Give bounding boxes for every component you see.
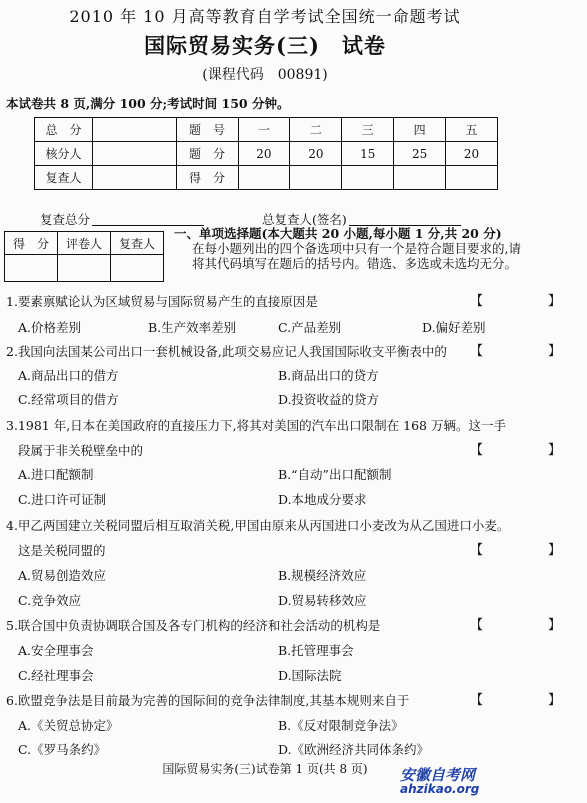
score-cell: 二 xyxy=(290,118,342,142)
course-code: (课程代码 00891) xyxy=(202,67,328,83)
option: C.进口许可证制 xyxy=(18,492,107,507)
score-cell xyxy=(290,166,342,190)
score-cell xyxy=(394,166,446,190)
score-cell: 20 xyxy=(290,142,342,166)
option: D.国际法院 xyxy=(278,668,342,683)
option: D.《欧洲经济共同体条约》 xyxy=(278,742,430,757)
total-review-blank[interactable] xyxy=(92,213,204,226)
score-cell: 题 分 xyxy=(176,142,238,166)
score-cell xyxy=(92,142,176,166)
total-review-label: 复查总分 xyxy=(40,212,91,227)
watermark-logo: 安徽自考网 xyxy=(400,766,476,784)
option: A.安全理事会 xyxy=(18,643,94,658)
score-cell: 总 分 xyxy=(35,118,93,142)
option: A.《关贸总协定》 xyxy=(18,718,119,733)
option: A.价格差别 xyxy=(18,320,82,335)
score-cell: 25 xyxy=(394,142,446,166)
exam-title-line: 2010 年 10 月高等教育自学考试全国统一命题考试 xyxy=(69,7,461,26)
score-cell: 15 xyxy=(342,142,394,166)
question-1-stem: 1.要素禀赋论认为区域贸易与国际贸易产生的直接原因是 xyxy=(6,294,318,309)
question-3-stem: 3.1981 年,日本在美国政府的直接压力下,将其对美国的汽车出口限制在 168 万辆。这一手 xyxy=(6,418,506,433)
question-6-stem: 6.欧盟竞争法是目前最为完善的国际间的竞争法律制度,其基本规则来自于 xyxy=(6,693,410,708)
option: B.托管理事会 xyxy=(278,643,354,658)
score-table xyxy=(34,117,498,190)
grader-cell[interactable] xyxy=(5,255,58,282)
question-5-stem: 5.联合国中负责协调联合国及各专门机构的经济和社会活动的机构是 xyxy=(6,618,381,633)
paper-title: 国际贸易实务(三) 试卷 xyxy=(144,33,386,58)
option: D.贸易转移效应 xyxy=(278,593,367,608)
section-instructions: 在每小题列出的四个备选项中只有一个是符合题目要求的,请将其代码填写在题后的括号内。错选、多选或未选均无分。 xyxy=(192,241,521,271)
score-row-review xyxy=(35,166,498,190)
option: C.产品差别 xyxy=(278,320,342,335)
grader-header: 评卷人 xyxy=(58,232,111,255)
option: B.“自动”出口配额制 xyxy=(278,467,392,482)
score-cell xyxy=(92,166,176,190)
option: C.《罗马条约》 xyxy=(18,742,107,757)
answer-bracket[interactable]: 【 】 xyxy=(470,543,587,558)
watermark-url: ahzikao.org xyxy=(400,782,480,796)
score-cell: 五 xyxy=(446,118,498,142)
score-cell: 四 xyxy=(394,118,446,142)
section-one-header xyxy=(174,226,526,271)
score-cell: 三 xyxy=(342,118,394,142)
score-row-checker xyxy=(35,142,498,166)
option: D.偏好差别 xyxy=(422,320,486,335)
score-cell: 核分人 xyxy=(35,142,93,166)
grader-header: 得 分 xyxy=(5,232,58,255)
chief-reviewer-blank[interactable] xyxy=(349,213,461,226)
answer-bracket[interactable]: 【 】 xyxy=(470,693,587,708)
option: B.商品出口的贷方 xyxy=(278,368,379,383)
score-cell xyxy=(238,166,290,190)
score-cell: 一 xyxy=(238,118,290,142)
score-cell: 20 xyxy=(238,142,290,166)
option: C.经社理事会 xyxy=(18,668,94,683)
score-cell xyxy=(446,166,498,190)
answer-bracket[interactable]: 【 】 xyxy=(470,618,587,633)
option: A.进口配额制 xyxy=(18,467,94,482)
grader-table xyxy=(4,231,164,282)
option: C.竞争效应 xyxy=(18,593,82,608)
page-footer: 国际贸易实务(三)试卷第 1 页(共 8 页) xyxy=(162,762,368,776)
score-cell: 题 号 xyxy=(176,118,238,142)
question-2-stem: 2.我国向法国某公司出口一套机械设备,此项交易应记人我国国际收支平衡表中的 xyxy=(6,344,447,359)
question-4-stem: 4.甲乙两国建立关税同盟后相互取消关税,甲国由原来从丙国进口小麦改为从乙国进口小麦。 xyxy=(6,518,510,533)
chief-reviewer-label: 总复查人(签名) xyxy=(262,212,347,227)
score-cell xyxy=(342,166,394,190)
score-row-total xyxy=(35,118,498,142)
option: A.商品出口的借方 xyxy=(18,368,119,383)
paper-note: 本试卷共 8 页,满分 100 分;考试时间 150 分钟。 xyxy=(6,96,290,111)
option: B.《反对限制竞争法》 xyxy=(278,718,404,733)
option: D.投资收益的贷方 xyxy=(278,392,380,407)
option: C.经常项目的借方 xyxy=(18,392,119,407)
option: A.贸易创造效应 xyxy=(18,568,107,583)
answer-bracket[interactable]: 【 】 xyxy=(470,344,587,359)
option: B.规模经济效应 xyxy=(278,568,367,583)
question-4-stem-cont: 这是关税同盟的 xyxy=(18,543,106,558)
section-heading: 一、单项选择题(本大题共 20 小题,每小题 1 分,共 20 分) xyxy=(174,226,502,241)
option: B.生产效率差别 xyxy=(148,320,237,335)
grader-cell[interactable] xyxy=(58,255,111,282)
grader-header: 复查人 xyxy=(111,232,164,255)
score-cell: 20 xyxy=(446,142,498,166)
grader-cell[interactable] xyxy=(111,255,164,282)
answer-bracket[interactable]: 【 】 xyxy=(470,294,587,309)
option: D.本地成分要求 xyxy=(278,492,367,507)
score-cell: 复查人 xyxy=(35,166,93,190)
question-3-stem-cont: 段属于非关税壁垒中的 xyxy=(18,443,144,458)
score-cell xyxy=(92,118,176,142)
answer-bracket[interactable]: 【 】 xyxy=(470,443,587,458)
score-cell: 得 分 xyxy=(176,166,238,190)
